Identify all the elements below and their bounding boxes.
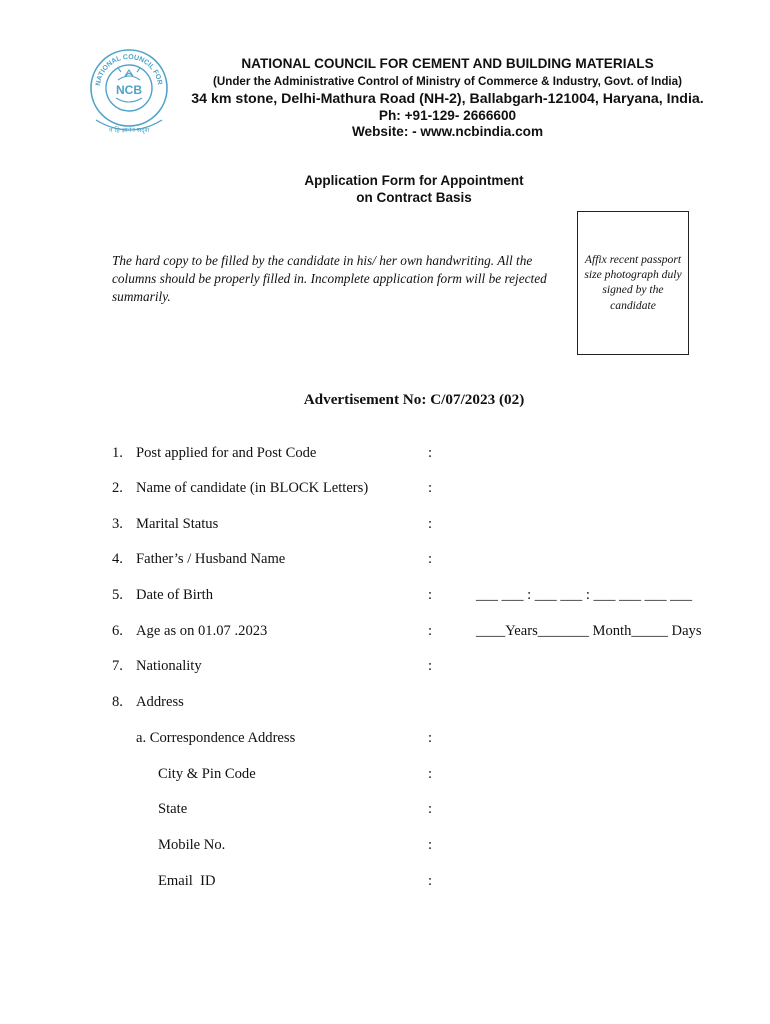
org-address: 34 km stone, Delhi-Mathura Road (NH-2), Ballabgarh-121004, Haryana, India. bbox=[191, 91, 704, 107]
field-row-name[interactable] bbox=[0, 478, 770, 498]
field-colon: : bbox=[428, 766, 433, 782]
admin-control: (Under the Administrative Control of Ministry of Commerce & Industry, Govt. of India) bbox=[213, 75, 682, 88]
field-colon: : bbox=[428, 623, 433, 639]
age-blanks[interactable]: ____Years_______ Month_____ Days bbox=[476, 623, 702, 639]
field-label: Marital Status bbox=[136, 516, 219, 532]
field-label: Address bbox=[136, 694, 184, 710]
field-number: 7. bbox=[112, 658, 123, 674]
field-label: Email ID bbox=[158, 873, 216, 889]
field-row-father-husband-name[interactable] bbox=[0, 549, 770, 569]
field-row-city-pin[interactable] bbox=[0, 764, 770, 784]
form-title-line1: Application Form for Appointment bbox=[304, 173, 524, 188]
field-colon: : bbox=[428, 730, 433, 746]
form-title-line2: on Contract Basis bbox=[356, 190, 472, 205]
org-website: Website: - www.ncbindia.com bbox=[351, 124, 544, 139]
field-label: Mobile No. bbox=[158, 837, 226, 853]
photo-box-text: Affix recent passport size photograph duly signed by the candidate bbox=[584, 253, 682, 312]
field-row-email[interactable] bbox=[0, 871, 770, 891]
field-row-address-heading bbox=[0, 692, 770, 712]
field-colon: : bbox=[428, 445, 433, 461]
field-label: City & Pin Code bbox=[158, 766, 256, 782]
field-colon: : bbox=[428, 587, 433, 603]
field-colon: : bbox=[428, 801, 433, 817]
org-name: NATIONAL COUNCIL FOR CEMENT AND BUILDING MATERIALS bbox=[241, 56, 654, 71]
advertisement-number: Advertisement No: C/07/2023 (02) bbox=[303, 391, 525, 408]
ncb-logo bbox=[88, 42, 170, 142]
field-number: 3. bbox=[112, 516, 123, 532]
field-label: Nationality bbox=[136, 658, 202, 674]
instructions: The hard copy to be filled by the candidate in his/ her own handwriting. All the columns should be properly filled in. Incomplete application form will be rejected summarily. bbox=[112, 253, 547, 304]
field-row-correspondence-address[interactable] bbox=[0, 728, 770, 748]
field-number: 2. bbox=[112, 480, 123, 496]
field-label: Father’s / Husband Name bbox=[136, 551, 286, 567]
logo-center-text: NCB bbox=[116, 83, 142, 97]
field-row-post[interactable] bbox=[0, 443, 770, 463]
field-label: State bbox=[158, 801, 188, 817]
date-of-birth-blanks[interactable]: ___ ___ : ___ ___ : ___ ___ ___ ___ bbox=[476, 587, 693, 603]
field-colon: : bbox=[428, 516, 433, 532]
field-row-marital-status[interactable] bbox=[0, 514, 770, 534]
field-label: a. Correspondence Address bbox=[136, 730, 296, 746]
field-number: 1. bbox=[112, 445, 123, 461]
field-number: 6. bbox=[112, 623, 123, 639]
field-colon: : bbox=[428, 480, 433, 496]
org-phone: Ph: +91-129- 2666600 bbox=[378, 108, 517, 123]
field-colon: : bbox=[428, 658, 433, 674]
field-number: 4. bbox=[112, 551, 123, 567]
logo-bottom-text: न हि ज्ञानेन सदृशं bbox=[108, 126, 150, 134]
field-colon: : bbox=[428, 873, 433, 889]
field-label: Name of candidate (in BLOCK Letters) bbox=[136, 480, 369, 496]
field-colon: : bbox=[428, 551, 433, 567]
logo-ring-text: NATIONAL COUNCIL FOR bbox=[95, 53, 163, 87]
field-number: 5. bbox=[112, 587, 123, 603]
field-row-state[interactable] bbox=[0, 799, 770, 819]
field-row-nationality[interactable] bbox=[0, 656, 770, 676]
field-number: 8. bbox=[112, 694, 123, 710]
field-row-date-of-birth[interactable] bbox=[0, 585, 770, 605]
field-row-age[interactable] bbox=[0, 621, 770, 641]
field-label: Age as on 01.07 .2023 bbox=[136, 623, 268, 639]
ncb-logo-icon bbox=[88, 42, 170, 142]
field-colon: : bbox=[428, 837, 433, 853]
field-row-mobile[interactable] bbox=[0, 835, 770, 855]
field-label: Date of Birth bbox=[136, 587, 214, 603]
field-label: Post applied for and Post Code bbox=[136, 445, 317, 461]
photo-box[interactable] bbox=[577, 211, 689, 355]
